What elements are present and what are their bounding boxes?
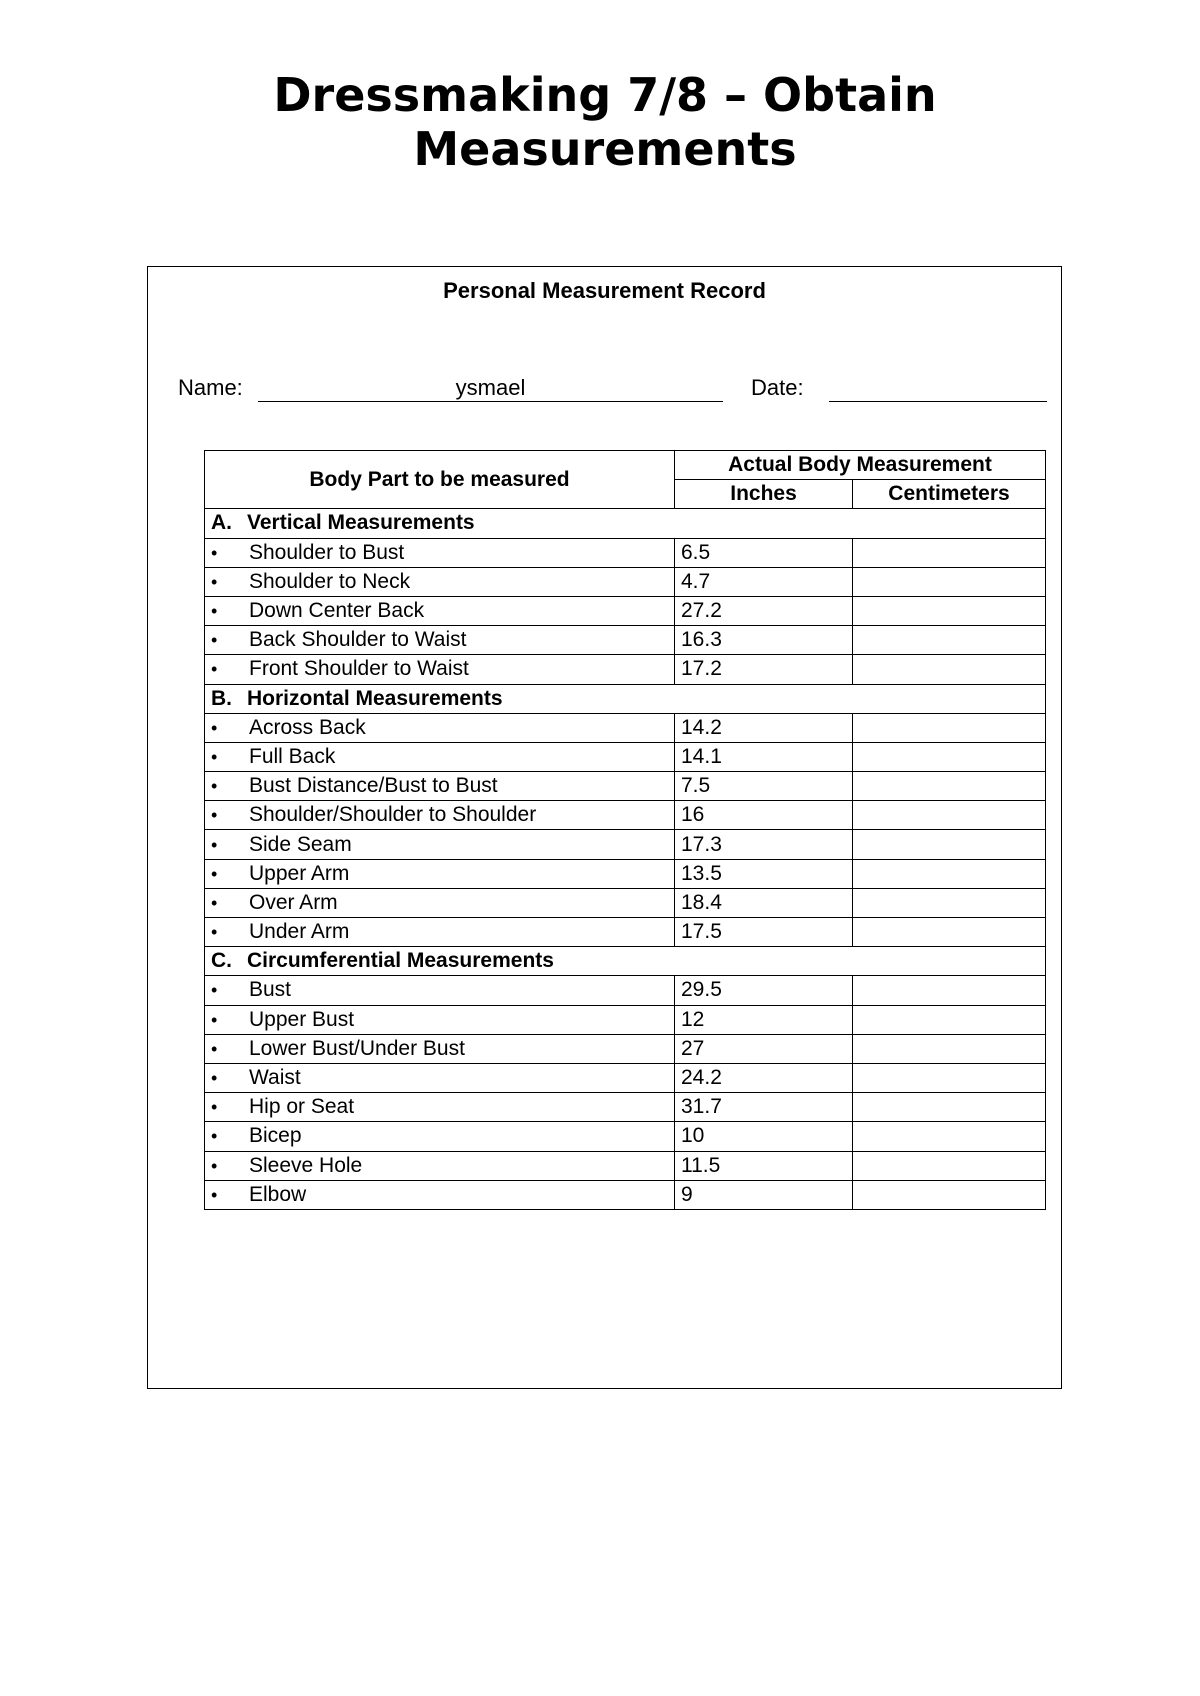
body-part-cell bbox=[205, 596, 675, 625]
body-part-cell bbox=[205, 888, 675, 917]
centimeters-cell[interactable] bbox=[853, 801, 1046, 830]
bullet-icon: • bbox=[211, 980, 218, 1001]
bullet-icon: • bbox=[211, 776, 218, 797]
bullet-icon: • bbox=[211, 922, 218, 943]
body-part-label: Elbow bbox=[249, 1182, 307, 1206]
bullet-icon: • bbox=[211, 1009, 218, 1030]
section-row bbox=[205, 947, 1046, 976]
bullet-icon: • bbox=[211, 1155, 218, 1176]
inches-cell[interactable]: 17.2 bbox=[675, 655, 853, 684]
body-part-label: Down Center Back bbox=[249, 599, 425, 623]
section-letter: C. bbox=[211, 949, 232, 973]
section-row bbox=[205, 509, 1046, 538]
centimeters-cell[interactable] bbox=[853, 713, 1046, 742]
section-heading bbox=[205, 509, 1046, 538]
centimeters-cell[interactable] bbox=[853, 1180, 1046, 1209]
section-name: Horizontal Measurements bbox=[247, 686, 503, 710]
section-row bbox=[205, 684, 1046, 713]
inches-cell[interactable]: 16 bbox=[675, 801, 853, 830]
table-row bbox=[205, 801, 1046, 830]
section-heading bbox=[205, 947, 1046, 976]
centimeters-cell[interactable] bbox=[853, 859, 1046, 888]
inches-cell[interactable]: 17.5 bbox=[675, 918, 853, 947]
bullet-icon: • bbox=[211, 863, 218, 884]
inches-cell[interactable]: 16.3 bbox=[675, 626, 853, 655]
measurement-table-body bbox=[205, 509, 1046, 1210]
section-name: Vertical Measurements bbox=[247, 511, 475, 535]
section-heading bbox=[205, 684, 1046, 713]
body-part-cell bbox=[205, 626, 675, 655]
body-part-cell bbox=[205, 1151, 675, 1180]
table-row bbox=[205, 655, 1046, 684]
body-part-cell bbox=[205, 859, 675, 888]
inches-cell[interactable]: 18.4 bbox=[675, 888, 853, 917]
bullet-icon: • bbox=[211, 659, 218, 680]
table-row bbox=[205, 1063, 1046, 1092]
table-row bbox=[205, 1180, 1046, 1209]
body-part-cell bbox=[205, 1005, 675, 1034]
page-title-line-2: Measurements bbox=[413, 122, 797, 176]
inches-cell[interactable]: 4.7 bbox=[675, 567, 853, 596]
table-row bbox=[205, 830, 1046, 859]
centimeters-cell[interactable] bbox=[853, 830, 1046, 859]
bullet-icon: • bbox=[211, 717, 218, 738]
body-part-label: Upper Arm bbox=[249, 861, 350, 885]
bullet-icon: • bbox=[211, 892, 218, 913]
table-row bbox=[205, 976, 1046, 1005]
centimeters-cell[interactable] bbox=[853, 1034, 1046, 1063]
table-row bbox=[205, 1151, 1046, 1180]
body-part-label: Hip or Seat bbox=[249, 1095, 355, 1119]
column-header-centimeters: Centimeters bbox=[853, 480, 1046, 509]
table-row bbox=[205, 888, 1046, 917]
centimeters-cell[interactable] bbox=[853, 596, 1046, 625]
inches-cell[interactable]: 14.2 bbox=[675, 713, 853, 742]
inches-cell[interactable]: 13.5 bbox=[675, 859, 853, 888]
body-part-label: Across Back bbox=[249, 715, 366, 739]
inches-cell[interactable]: 27 bbox=[675, 1034, 853, 1063]
body-part-cell bbox=[205, 567, 675, 596]
body-part-cell bbox=[205, 918, 675, 947]
body-part-label: Bust bbox=[249, 978, 292, 1002]
bullet-icon: • bbox=[211, 746, 218, 767]
column-header-inches: Inches bbox=[675, 480, 853, 509]
body-part-label: Lower Bust/Under Bust bbox=[249, 1036, 465, 1060]
inches-cell[interactable]: 14.1 bbox=[675, 742, 853, 771]
column-header-actual-measurement: Actual Body Measurement bbox=[675, 451, 1046, 480]
page-title-line-1: Dressmaking 7/8 – Obtain bbox=[273, 68, 937, 122]
body-part-label: Waist bbox=[249, 1066, 301, 1090]
body-part-label: Back Shoulder to Waist bbox=[249, 628, 467, 652]
centimeters-cell[interactable] bbox=[853, 888, 1046, 917]
centimeters-cell[interactable] bbox=[853, 1093, 1046, 1122]
centimeters-cell[interactable] bbox=[853, 538, 1046, 567]
body-part-label: Bust Distance/Bust to Bust bbox=[249, 774, 498, 798]
bullet-icon: • bbox=[211, 805, 218, 826]
centimeters-cell[interactable] bbox=[853, 1005, 1046, 1034]
section-letter: B. bbox=[211, 686, 232, 710]
inches-cell[interactable]: 31.7 bbox=[675, 1093, 853, 1122]
body-part-label: Over Arm bbox=[249, 890, 338, 914]
column-header-body-part: Body Part to be measured bbox=[205, 451, 675, 509]
bullet-icon: • bbox=[211, 601, 218, 622]
centimeters-cell[interactable] bbox=[853, 655, 1046, 684]
record-heading: Personal Measurement Record bbox=[443, 278, 766, 303]
body-part-label: Under Arm bbox=[249, 920, 350, 944]
body-part-cell bbox=[205, 830, 675, 859]
body-part-label: Front Shoulder to Waist bbox=[249, 657, 469, 681]
name-field[interactable]: ysmael bbox=[455, 375, 526, 400]
body-part-cell bbox=[205, 1063, 675, 1092]
centimeters-cell[interactable] bbox=[853, 567, 1046, 596]
inches-cell[interactable]: 24.2 bbox=[675, 1063, 853, 1092]
bullet-icon: • bbox=[211, 1126, 218, 1147]
table-row bbox=[205, 742, 1046, 771]
centimeters-cell[interactable] bbox=[853, 742, 1046, 771]
section-name: Circumferential Measurements bbox=[247, 949, 554, 973]
table-row bbox=[205, 1005, 1046, 1034]
bullet-icon: • bbox=[211, 1068, 218, 1089]
body-part-cell bbox=[205, 538, 675, 567]
body-part-label: Upper Bust bbox=[249, 1007, 355, 1031]
name-label: Name: bbox=[178, 375, 243, 400]
inches-cell[interactable]: 11.5 bbox=[675, 1151, 853, 1180]
inches-cell[interactable]: 7.5 bbox=[675, 772, 853, 801]
centimeters-cell[interactable] bbox=[853, 1122, 1046, 1151]
table-row bbox=[205, 567, 1046, 596]
centimeters-cell[interactable] bbox=[853, 626, 1046, 655]
centimeters-cell[interactable] bbox=[853, 772, 1046, 801]
bullet-icon: • bbox=[211, 571, 218, 592]
body-part-cell bbox=[205, 772, 675, 801]
table-row bbox=[205, 626, 1046, 655]
inches-cell[interactable]: 10 bbox=[675, 1122, 853, 1151]
body-part-cell bbox=[205, 1034, 675, 1063]
centimeters-cell[interactable] bbox=[853, 918, 1046, 947]
date-label: Date: bbox=[751, 375, 804, 400]
body-part-cell bbox=[205, 976, 675, 1005]
section-letter: A. bbox=[211, 511, 232, 535]
page-title bbox=[0, 68, 1200, 176]
body-part-label: Shoulder to Bust bbox=[249, 540, 405, 564]
table-row bbox=[205, 859, 1046, 888]
table-row bbox=[205, 1122, 1046, 1151]
body-part-label: Shoulder to Neck bbox=[249, 569, 411, 593]
table-row bbox=[205, 596, 1046, 625]
centimeters-cell[interactable] bbox=[853, 1151, 1046, 1180]
inches-cell[interactable]: 6.5 bbox=[675, 538, 853, 567]
table-row bbox=[205, 713, 1046, 742]
bullet-icon: • bbox=[211, 630, 218, 651]
measurement-table bbox=[204, 450, 1046, 1210]
body-part-cell bbox=[205, 655, 675, 684]
date-field[interactable] bbox=[829, 401, 1047, 402]
body-part-cell bbox=[205, 713, 675, 742]
measurement-record-form bbox=[147, 266, 1062, 1389]
table-row bbox=[205, 772, 1046, 801]
body-part-cell bbox=[205, 1093, 675, 1122]
table-row bbox=[205, 918, 1046, 947]
body-part-label: Shoulder/Shoulder to Shoulder bbox=[249, 803, 537, 827]
name-underline bbox=[258, 401, 723, 402]
bullet-icon: • bbox=[211, 1184, 218, 1205]
centimeters-cell[interactable] bbox=[853, 976, 1046, 1005]
body-part-label: Sleeve Hole bbox=[249, 1153, 363, 1177]
body-part-label: Bicep bbox=[249, 1124, 302, 1148]
bullet-icon: • bbox=[211, 542, 218, 563]
bullet-icon: • bbox=[211, 1097, 218, 1118]
inches-cell[interactable]: 29.5 bbox=[675, 976, 853, 1005]
inches-cell[interactable]: 27.2 bbox=[675, 596, 853, 625]
table-row bbox=[205, 1034, 1046, 1063]
body-part-cell bbox=[205, 1122, 675, 1151]
body-part-cell bbox=[205, 742, 675, 771]
inches-cell[interactable]: 17.3 bbox=[675, 830, 853, 859]
table-row bbox=[205, 1093, 1046, 1122]
inches-cell[interactable]: 9 bbox=[675, 1180, 853, 1209]
table-row bbox=[205, 538, 1046, 567]
bullet-icon: • bbox=[211, 834, 218, 855]
body-part-label: Side Seam bbox=[249, 832, 352, 856]
bullet-icon: • bbox=[211, 1038, 218, 1059]
centimeters-cell[interactable] bbox=[853, 1063, 1046, 1092]
body-part-cell bbox=[205, 801, 675, 830]
body-part-cell bbox=[205, 1180, 675, 1209]
inches-cell[interactable]: 12 bbox=[675, 1005, 853, 1034]
body-part-label: Full Back bbox=[249, 744, 336, 768]
